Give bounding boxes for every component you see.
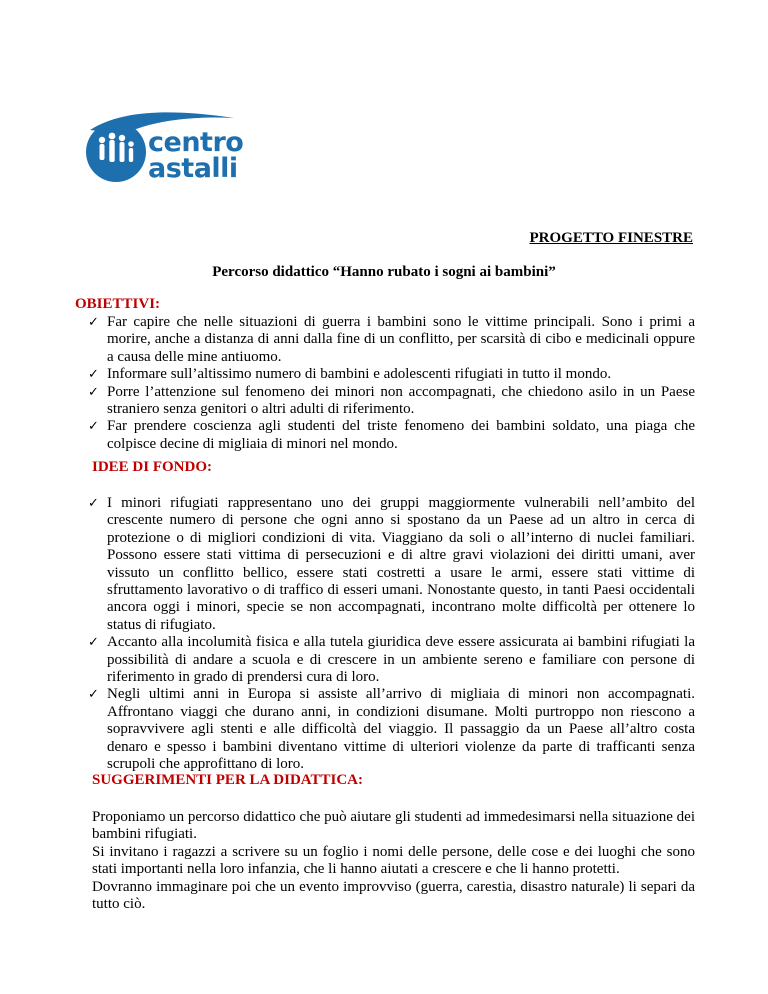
checkmark-icon: ✓ xyxy=(88,315,99,330)
document-subtitle: Percorso didattico “Hanno rubato i sogni ai bambini” xyxy=(212,264,556,280)
suggestions-heading: SUGGERIMENTI PER LA DIDATTICA: xyxy=(92,772,364,788)
background-heading: IDEE DI FONDO: xyxy=(92,459,213,475)
objectives-list xyxy=(88,314,695,453)
logo-line-astalli: astalli xyxy=(148,153,238,184)
list-item: ✓ Negli ultimi anni in Europa si assiste all’arrivo di migliaia di minori non accompagnati. Affrontano viaggi che durano anni, in condizioni disumane. Molti purtroppo non riescono a sopravvivere agli stenti e alle difficoltà del viaggio. Il passaggio da un Paese all’altro costa denaro e spesso i bambini diventano vittime di ulteriori violenze da parte di trafficanti senza scrupoli che approfittano di loro. xyxy=(88,686,695,773)
checkmark-icon: ✓ xyxy=(88,384,99,400)
list-item: ✓ Accanto alla incolumità fisica e alla tutela giuridica deve essere assicurata ai bambini rifugiati la possibilità di andare a scuola e di crescere in un ambiente sereno e familiare con persone di riferimento in grado di prendersi cura di loro. xyxy=(88,634,695,686)
checkmark-icon: ✓ xyxy=(88,635,99,651)
centro-astalli-logo xyxy=(84,108,264,192)
list-item: ✓ Informare sull’altissimo numero di bambini e adolescenti rifugiati in tutto il mondo. xyxy=(88,366,612,383)
checkmark-icon: ✓ xyxy=(88,496,99,511)
suggestion-paragraph: Proponiamo un percorso didattico che può aiutare gli studenti ad immedesimarsi nella situazione dei bambini rifugiati. xyxy=(92,809,695,843)
project-title: PROGETTO FINESTRE xyxy=(529,230,693,246)
list-item: ✓ I minori rifugiati rappresentano uno dei gruppi maggiormente vulnerabili nell’ambito del crescente numero di persone che ogni anno si spostano da un Paese ad un altro in cerca di protezione o di migliori condizioni di vita. Viaggiano da soli o all’interno di nuclei familiari. Possono essere stati vittima di persecuzioni e di altre gravi violazioni dei diritti umani, aver vissuto un conflitto bellico, essere stati costretti a usare le armi, essere stati vittime di sfruttamento lavorativo o di traffico di esseri umani. Nonostante questo, in tanti Paesi occidentali ancora oggi i minori, specie se non accompagnati, incontrano molte difficoltà per ottenere lo status di rifugiato. xyxy=(88,495,695,633)
list-item: ✓ Far capire che nelle situazioni di guerra i bambini sono le vittime principali. Sono i primi a morire, anche a distanza di anni dalla fine di un conflitto, per scarsità di cibo e medicinali oppure a causa delle mine antiuomo. xyxy=(88,314,695,365)
logo-line-centro: centro xyxy=(148,127,244,158)
list-item: ✓ Far prendere coscienza agli studenti del triste fenomeno dei bambini soldato, una piaga che colpisce decine di migliaia di minori nel mondo. xyxy=(88,418,695,452)
suggestion-paragraph: Si invitano i ragazzi a scrivere su un foglio i nomi delle persone, delle cose e dei luoghi che sono stati importanti nella loro infanzia, che li hanno aiutati a crescere e che li hanno protetti. xyxy=(92,844,695,878)
background-list xyxy=(88,495,695,774)
checkmark-icon: ✓ xyxy=(88,419,99,435)
list-item: ✓ Porre l’attenzione sul fenomeno dei minori non accompagnati, che chiedono asilo in un Paese straniero senza genitori o altri adulti di riferimento. xyxy=(88,383,695,418)
objectives-heading: OBIETTIVI: xyxy=(75,296,161,312)
checkmark-icon: ✓ xyxy=(88,367,99,383)
checkmark-icon: ✓ xyxy=(88,687,99,703)
suggestion-paragraph: Dovranno immaginare poi che un evento improvviso (guerra, carestia, disastro naturale) li separi da tutto ciò. xyxy=(92,879,695,913)
